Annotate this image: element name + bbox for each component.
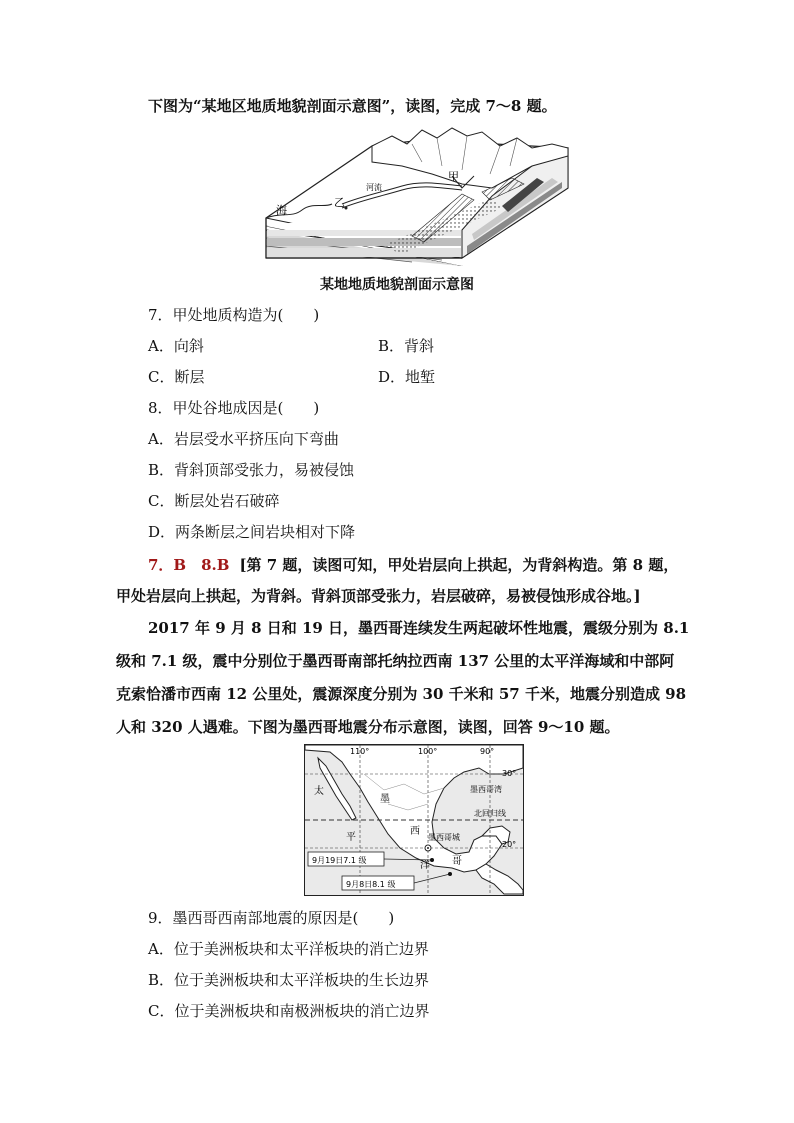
intro-text-q9-10-line-1: 2017 年 9 月 8 日和 19 日，墨西哥连续发生两起破坏性地震，震级分别为 8.1 — [148, 619, 690, 637]
answer-keys: 7．B 8.B — [148, 556, 230, 574]
quake-label-sept19: 9月19日7.1 级 — [312, 856, 367, 865]
question-8-option-b: B．背斜顶部受张力，易被侵蚀 — [148, 461, 355, 479]
quake-epicenter-sept19 — [430, 858, 434, 862]
geologic-profile-diagram — [262, 126, 572, 266]
question-7-option-a: A．向斜 — [148, 337, 204, 355]
question-7-option-b: B．背斜 — [378, 337, 435, 355]
question-8-option-a: A．岩层受水平挤压向下弯曲 — [148, 430, 339, 448]
question-9-option-b: B．位于美洲板块和太平洋板块的生长边界 — [148, 971, 430, 989]
question-7-option-c: C．断层 — [148, 368, 205, 386]
lon-label-110: 110° — [350, 747, 370, 756]
intro-text-q9-10-line-2: 级和 7.1 级，震中分别位于墨西哥南部托纳拉西南 137 公里的太平洋海域和中部阿 — [116, 652, 675, 670]
intro-text-q7-8: 下图为“某地区地质地貌剖面示意图”，读图，完成 7～8 题。 — [148, 97, 557, 115]
lat-label-30: 30° — [502, 769, 517, 778]
label-yi: 乙 — [334, 196, 345, 209]
country-label-ge: 哥 — [452, 856, 462, 867]
lon-label-90: 90° — [480, 747, 495, 756]
ocean-label-ping: 平 — [346, 832, 356, 843]
question-7-stem: 7．甲处地质构造为( ) — [148, 306, 320, 324]
tropic-of-cancer-label: 北回归线 — [474, 809, 506, 818]
figure-caption-1: 某地地质地貌剖面示意图 — [320, 277, 474, 293]
intro-text-q9-10-line-4: 人和 320 人遇难。下图为墨西哥地震分布示意图，读图，回答 9～10 题。 — [116, 718, 620, 736]
country-label-xi: 西 — [410, 826, 420, 837]
answer-explanation-2: 甲处岩层向上拱起，为背斜。背斜顶部受张力，岩层破碎，易被侵蚀形成谷地。] — [116, 587, 641, 605]
ocean-label-yang: 洋 — [420, 860, 430, 871]
mexico-earthquake-map — [304, 744, 524, 896]
question-8-option-d: D．两条断层之间岩块相对下降 — [148, 523, 356, 541]
country-label-mo: 墨 — [380, 794, 390, 805]
question-9-option-a: A．位于美洲板块和太平洋板块的消亡边界 — [148, 940, 429, 958]
question-8-stem: 8．甲处谷地成因是( ) — [148, 399, 320, 417]
question-9-option-c: C．位于美洲板块和南极洲板块的消亡边界 — [148, 1002, 430, 1020]
intro-text-q9-10-line-3: 克索恰潘市西南 12 公里处，震源深度分别为 30 千米和 57 千米，地震分别造成 98 — [116, 685, 687, 703]
quake-label-sept8: 9月8日8.1 级 — [346, 880, 396, 889]
quake-epicenter-sept8 — [448, 872, 452, 876]
question-7-option-d: D．地堑 — [378, 368, 436, 386]
label-river: 河流 — [366, 183, 382, 192]
lat-label-20: 20° — [502, 840, 517, 849]
label-jia: 甲 — [448, 170, 459, 183]
question-9-stem: 9．墨西哥西南部地震的原因是( ) — [148, 909, 395, 927]
label-sea: 海 — [276, 204, 287, 217]
answer-7-8-line-1 — [148, 555, 678, 575]
ocean-label-tai: 太 — [314, 786, 324, 797]
gulf-of-mexico-label: 墨西哥湾 — [470, 785, 502, 794]
lon-label-100: 100° — [418, 747, 438, 756]
answer-explanation-1: [第 7 题，读图可知，甲处岩层向上拱起，为背斜构造。第 8 题， — [239, 556, 679, 574]
question-8-option-c: C．断层处岩石破碎 — [148, 492, 280, 510]
mexico-city-label: 墨西哥城 — [428, 833, 460, 842]
